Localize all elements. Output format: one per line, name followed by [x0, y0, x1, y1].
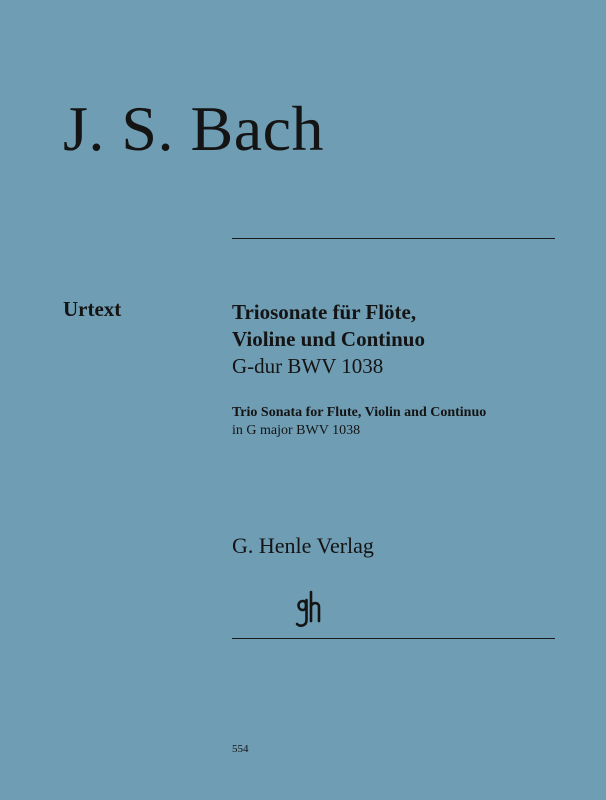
bottom-rule: [232, 638, 555, 639]
top-rule: [232, 238, 555, 239]
publisher-name: G. Henle Verlag: [232, 533, 374, 558]
title-english-line-2: in G major BWV 1038: [232, 423, 361, 438]
henle-logo-icon: [292, 590, 324, 630]
series-label: Urtext: [63, 297, 122, 321]
title-german-line-2: Violine und Continuo: [232, 327, 425, 351]
title-german-key: G-dur BWV 1038: [232, 354, 384, 378]
title-english-line-1: Trio Sonata for Flute, Violin and Continuo: [232, 405, 487, 420]
title-german-line-1: Triosonate für Flöte,: [232, 300, 417, 324]
title-english: [232, 404, 486, 440]
edition-number: 554: [232, 743, 249, 755]
title-german: [232, 299, 425, 380]
composer-name: J. S. Bach: [63, 93, 324, 164]
